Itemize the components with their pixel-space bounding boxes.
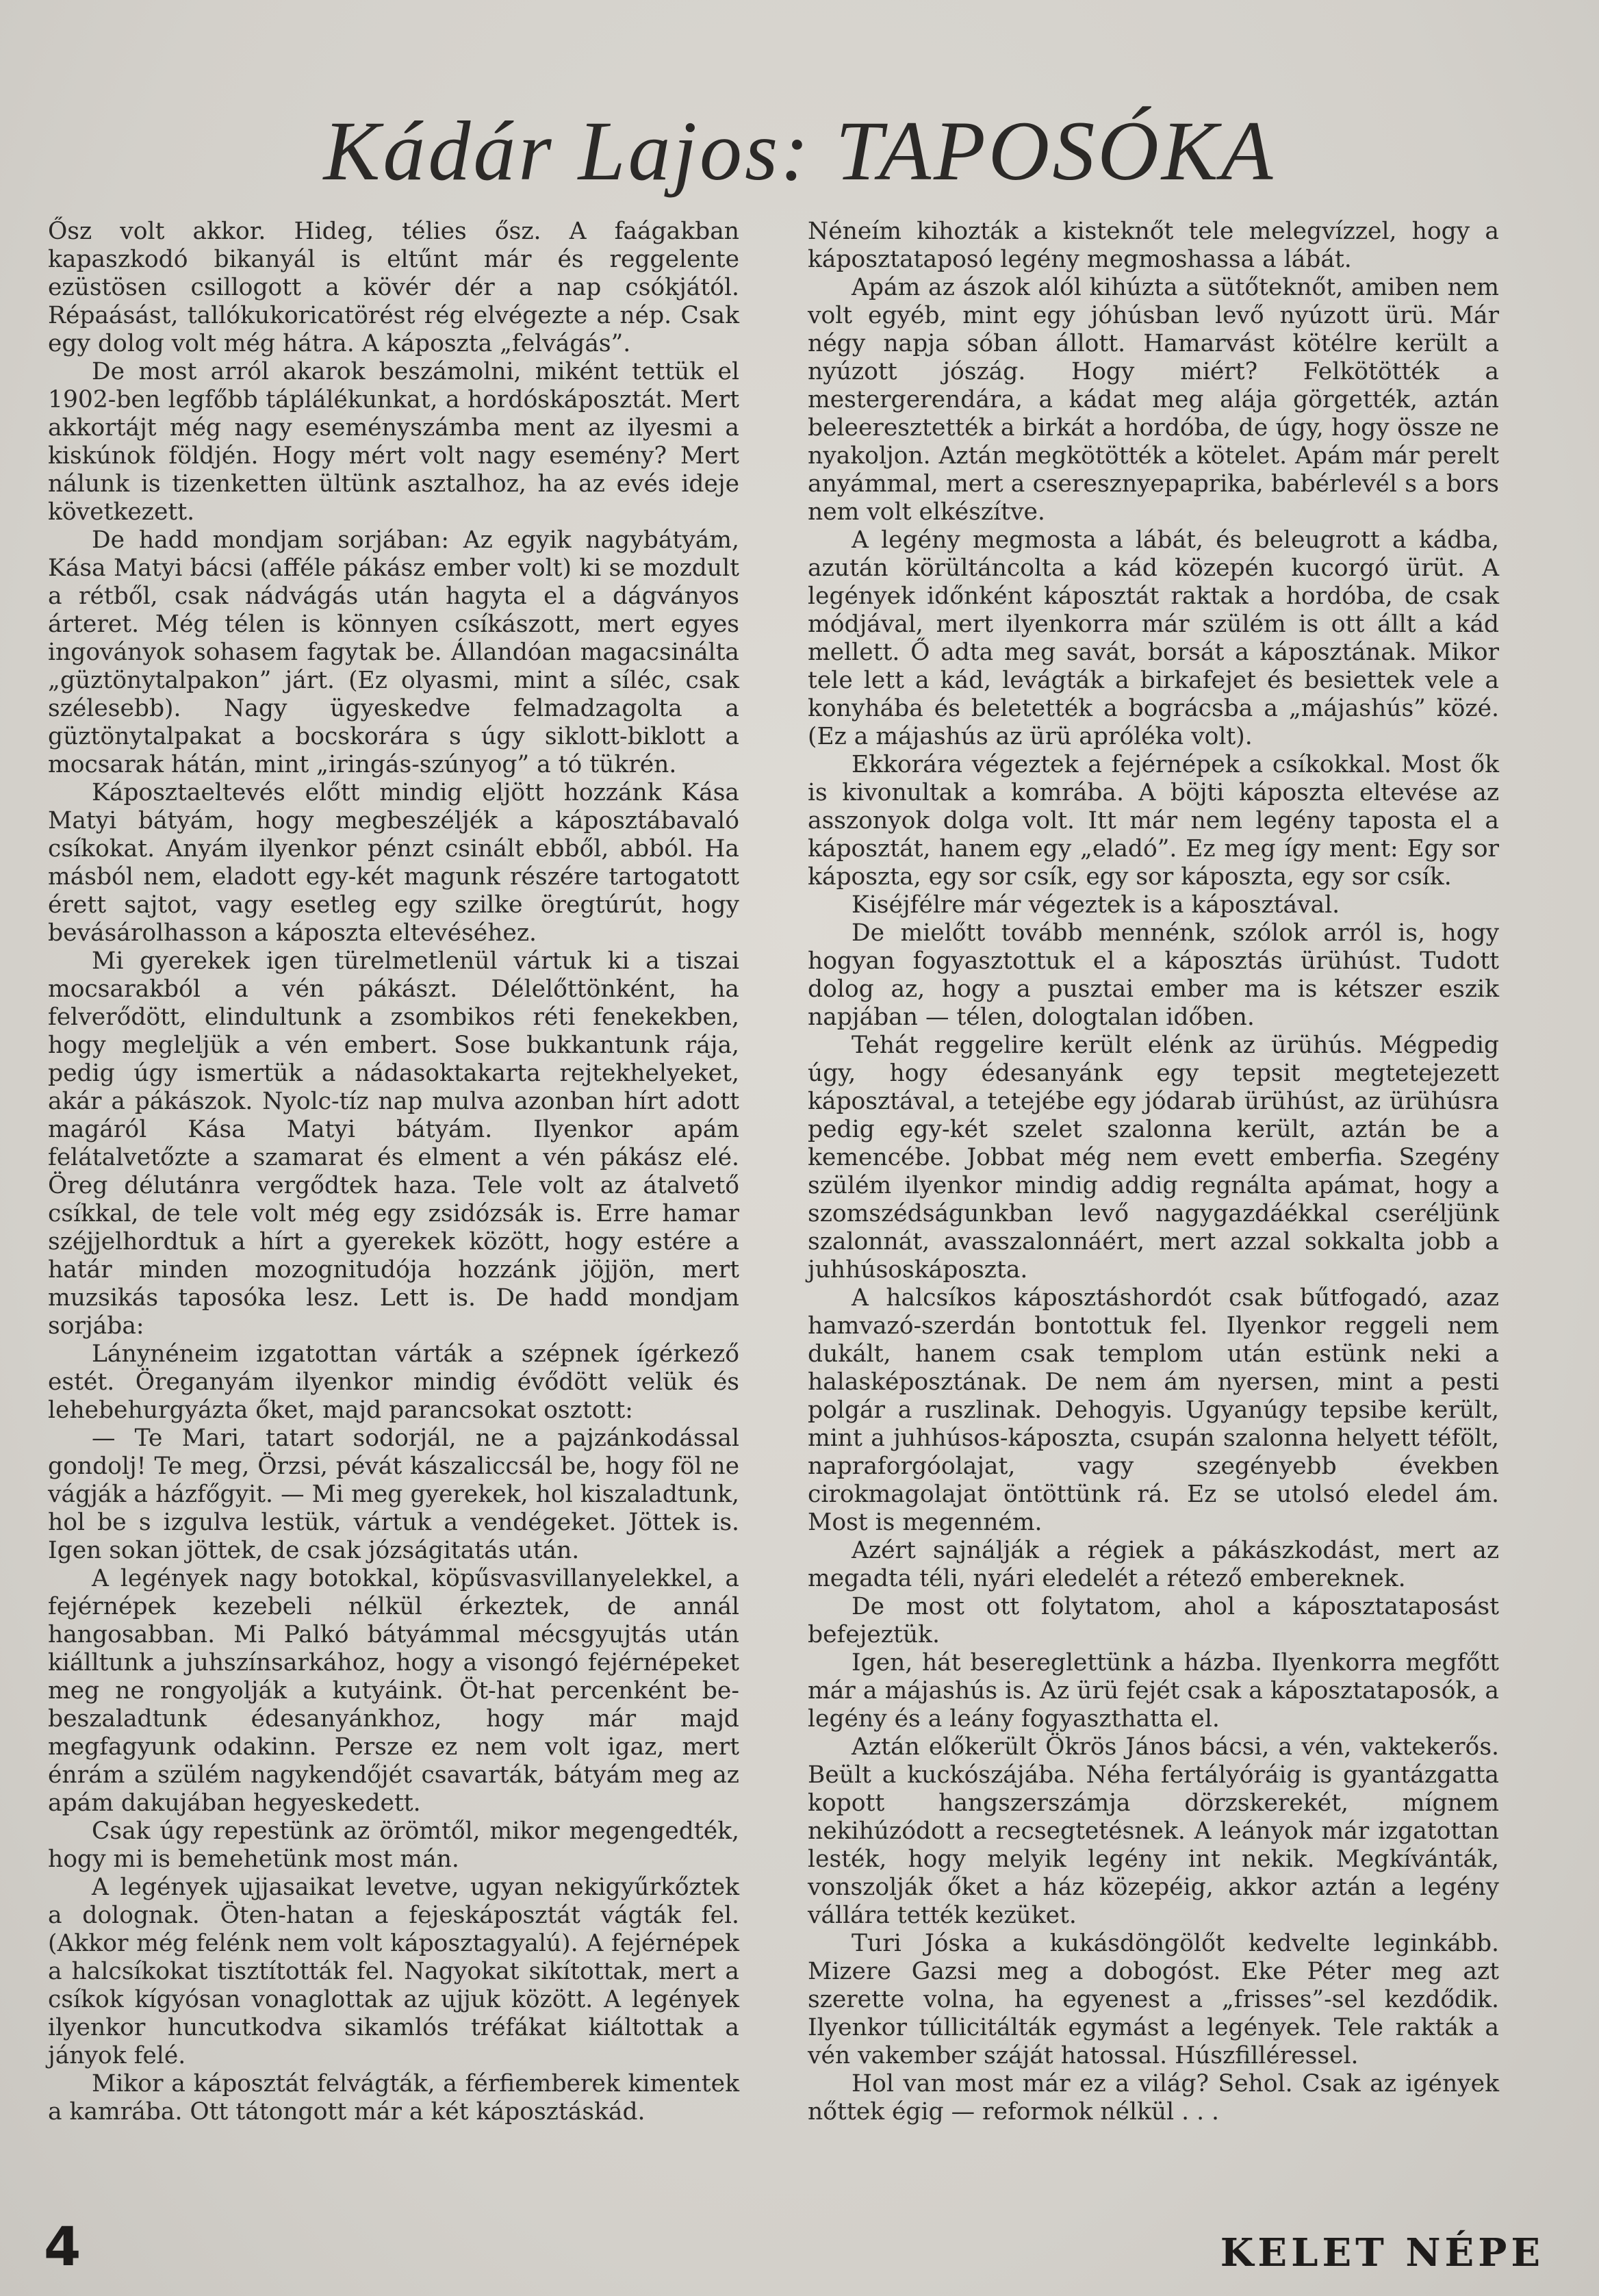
paragraph: De most arról akarok beszámolni, miként tettük el 1902-ben legfőbb táplálékunkat, a hordóskáposztát. Mert akkortájt még nagy eseményszámba ment az ilyesmi a kiskúnok földjén. Hogy mért volt nagy esemény? Mert nálunk is tizenketten ültünk asztalhoz, ha az evés ideje következett. [48,358,739,526]
paragraph: Igen, hát besereglettünk a házba. Ilyenkorra megfőtt már a májashús is. Az ürü fejét csak a káposztataposók, a legény és a leány fogyaszthatta el. [808,1649,1499,1733]
paragraph: Mi gyerekek igen türelmetlenül vártuk ki a tiszai mocsarakból a vén pákászt. Délelőttönként, ha felverődött, elindultunk a zsombikos réti fenekekben, hogy megleljük a vén embert. Sose bukkantunk rája, pedig úgy ismertük a nádasoktakarta rejtekhelyeket, akár a pákászok. Nyolc-tíz nap mulva azonban hírt adott magáról Kása Matyi bátyám. Ilyenkor apám felátalvetőzte a szamarat és elment a vén pákász elé. Öreg délutánra vergődtek haza. Tele volt az átalvető csíkkal, de tele volt még egy zsidózsák is. Erre hamar széjjelhordtuk a hírt a gyerekek között, hogy estére a határ minden mozognitudója hozzánk jöjjön, mert muzsikás taposóka lesz. Lett is. De hadd mondjam sorjába: [48,947,739,1340]
page-number: 4 [44,2217,81,2278]
paragraph: — Te Mari, tatart sodorjál, ne a pajzánkodással gondolj! Te meg, Örzsi, pévát kászaliccsál be, hogy föl ne vágják a házfőgyit. — Mi meg gyerekek, hol kiszaladtunk, hol be s izgulva lestük, vártuk a vendégeket. Jöttek is. Igen sokan jöttek, de csak józságitatás után. [48,1425,739,1564]
paragraph: Azért sajnálják a régiek a pákászkodást, mert az megadta téli, nyári eledelét a rétező embereknek. [808,1537,1499,1592]
paragraph: A halcsíkos káposztáshordót csak bűtfogadó, azaz hamvazó-szerdán bontottuk fel. Ilyenkor reggeli nem dukált, hanem csak templom után estünk neki a halasképosztának. De nem ám nyersen, mint a pesti polgár a ruszlinak. Dehogyis. Ugyanúgy tepsibe került, mint a juhhúsos-káposzta, csupán szalonna helyett téfölt, napraforgóolajat, vagy szegényebb években cirokmagolajat öntöttünk rá. Ez se utolsó eledel ám. Most is megenném. [808,1284,1499,1536]
paragraph: Kiséjfélre már végeztek is a káposztával. [852,891,1340,919]
paragraph: De mielőtt tovább mennénk, szólok arról is, hogy hogyan fogyasztottuk el a káposztás ürühúst. Tudott dolog az, hogy a pusztai ember ma is kétszer eszik napjában — télen, dologtalan időben. [808,919,1499,1031]
paragraph: A legények ujjasaikat levetve, ugyan nekigyűrkőztek a dolognak. Öten-hatan a fejeskáposztát vágták fel. (Akkor még felénk nem volt káposztagyalú). A fejérnépek a halcsíkokat tisztították fel. Nagyokat sikítottak, mert a csíkok kígyósan vonaglottak az ujjuk között. A legények ilyenkor huncutkodva sikamlós tréfákat kiáltottak a jányok felé. [48,1874,739,2069]
paragraph: De most ott folytatom, ahol a káposztataposást befejeztük. [808,1593,1499,1648]
paragraph: Ősz volt akkor. Hideg, télies ősz. A faágakban kapaszkodó bikanyál is eltűnt már és reggelente ezüstösen csillogott a kövér dér a nap csókjától. Répaásást, tallókukoricatörést rég elvégezte a nép. Csak egy dolog volt még hátra. A káposzta „felvágás”. [48,218,739,357]
article-column-right [808,218,1499,2126]
paragraph: Aztán előkerült Ökrös János bácsi, a vén, vaktekerős. Beült a kuckószájába. Néha fertályóráig is gyantázgatta kopott hangszerszámja dörzskerekét, mígnem nekihúzódott a recsegtetésnek. A leányok már izgatottan lesték, hogy melyik legény int nekik. Megkívánták, vonszolják őket a ház közepéig, akkor aztán a legény vállára tették kezüket. [808,1733,1499,1929]
paragraph: Néneím kihozták a kisteknőt tele melegvízzel, hogy a káposztataposó legény megmoshassa a lábát. [808,218,1499,273]
article-title: Kádár Lajos: TAPOSÓKA [323,104,1276,198]
magazine-title: KELET NÉPE [1220,2230,1544,2275]
paragraph: A legény megmosta a lábát, és beleugrott a kádba, azután körültáncolta a kád közepén kucorgó ürüt. A legények időnként káposztát raktak a hordóba, de csak módjával, mert ilyenkorra már szülém is ott állt a kád mellett. Ő adta meg savát, borsát a káposztának. Mikor tele lett a kád, levágták a birkafejet és besiettek vele a konyhába és beletették a bográcsba a „májashús” közé. (Ez a májashús az ürü apróléka volt). [808,526,1499,750]
article-column-left [48,218,739,2126]
paragraph: Hol van most már ez a világ? Sehol. Csak az igények nőttek égig — reformok nélkül . . . [808,2070,1499,2126]
paragraph: De hadd mondjam sorjában: Az egyik nagybátyám, Kása Matyi bácsi (afféle pákász ember volt) ki se mozdult a rétből, csak nádvágás után hagyta el a dágványos árteret. Még télen is könnyen csíkászott, mert egyes ingoványok sohasem fagytak be. Állandóan magacsinálta „güztönytalpakon” járt. (Ez olyasmi, mint a síléc, csak szélesebb). Nagy ügyeskedve felmadzagolta a güztönytalpakat a bocskorára s úgy siklott-biklott a mocsarak hátán, mint „iringás-szúnyog” a tó tükrén. [48,526,739,778]
paragraph: A legények nagy botokkal, köpűsvasvillanyelekkel, a fejérnépek kezebeli nélkül érkeztek, de annál hangosabban. Mi Palkó bátyámmal mécsgyujtás után kiálltunk a juhszínsarkához, hogy a visongó fejérnépeket meg ne rongyolják a kutyáink. Öt-hat percenként be-beszaladtunk édesanyánkhoz, hogy már majd megfagyunk odakinn. Persze ez nem volt igaz, mert énrám a szülém nagykendőjét csavarták, bátyám meg az apám dakujában hegyeskedett. [48,1565,739,1817]
paragraph: Ekkorára végeztek a fejérnépek a csíkokkal. Most ők is kivonultak a komrába. A böjti káposzta eltevése az asszonyok dolga volt. Itt már nem legény taposta el a káposztát, hanem egy „eladó”. Ez meg így ment: Egy sor káposzta, egy sor csík, egy sor káposzta, egy sor csík. [808,751,1499,891]
paragraph: Csak úgy repestünk az örömtől, mikor megengedték, hogy mi is bemehetünk most mán. [48,1817,739,1873]
paragraph: Mikor a káposztát felvágták, a férfiemberek kimentek a kamrába. Ott tátongott már a két káposztáskád. [48,2070,739,2126]
paragraph: Turi Jóska a kukásdöngölőt kedvelte leginkább. Mizere Gazsi meg a dobogóst. Eke Péter meg azt szerette volna, ha egyenest a „frisses”-sel kezdődik. Ilyenkor túllicitálták egymást a legények. Tele rakták a vén vakember száját hatossal. Húszfilléressel. [808,1930,1499,2069]
paragraph: Lánynéneim izgatottan várták a szépnek ígérkező estét. Öreganyám ilyenkor mindig évődött velük és lehebehurgyázta őket, majd parancsokat osztott: [48,1340,739,1424]
paragraph: Káposztaeltevés előtt mindig eljött hozzánk Kása Matyi bátyám, hogy megbeszéljék a káposztábavaló csíkokat. Anyám ilyenkor pénzt csinált ebből, abból. Ha másból nem, eladott egy-két magunk részére tartogatott érett sajtot, vagy esetleg egy szilke öregtúrút, hogy bevásárolhasson a káposzta eltevéséhez. [48,779,739,947]
paragraph: Tehát reggelire került elénk az ürühús. Mégpedig úgy, hogy édesanyánk egy tepsit megtetejezett káposztával, a tetejébe egy jódarab ürühúst, az ürühúsra pedig egy-két szelet szalonna került, aztán be a kemencébe. Jobbat még nem evett emberfia. Szegény szülém ilyenkor mindig addig regnálta apámat, hogy a szomszédságunkban levő nagygazdáékkal cseréljünk szalonnát, avasszalonnáért, mert azzal sokkalta jobb a juhhúsoskáposzta. [808,1032,1499,1284]
paragraph: Apám az ászok alól kihúzta a sütőteknőt, amiben nem volt egyéb, mint egy jóhúsban levő nyúzott ürü. Már négy napja sóban állott. Hamarvást kötélre került a nyúzott jószág. Hogy miért? Felkötötték a mestergerendára, a kádat meg alája görgették, aztán beleeresztették a birkát a hordóba, de úgy, hogy össze ne nyakoljon. Aztán megkötötték a kötelet. Apám már perelt anyámmal, mert a cseresznyepaprika, babérlevél s a bors nem volt elkészítve. [808,274,1499,526]
